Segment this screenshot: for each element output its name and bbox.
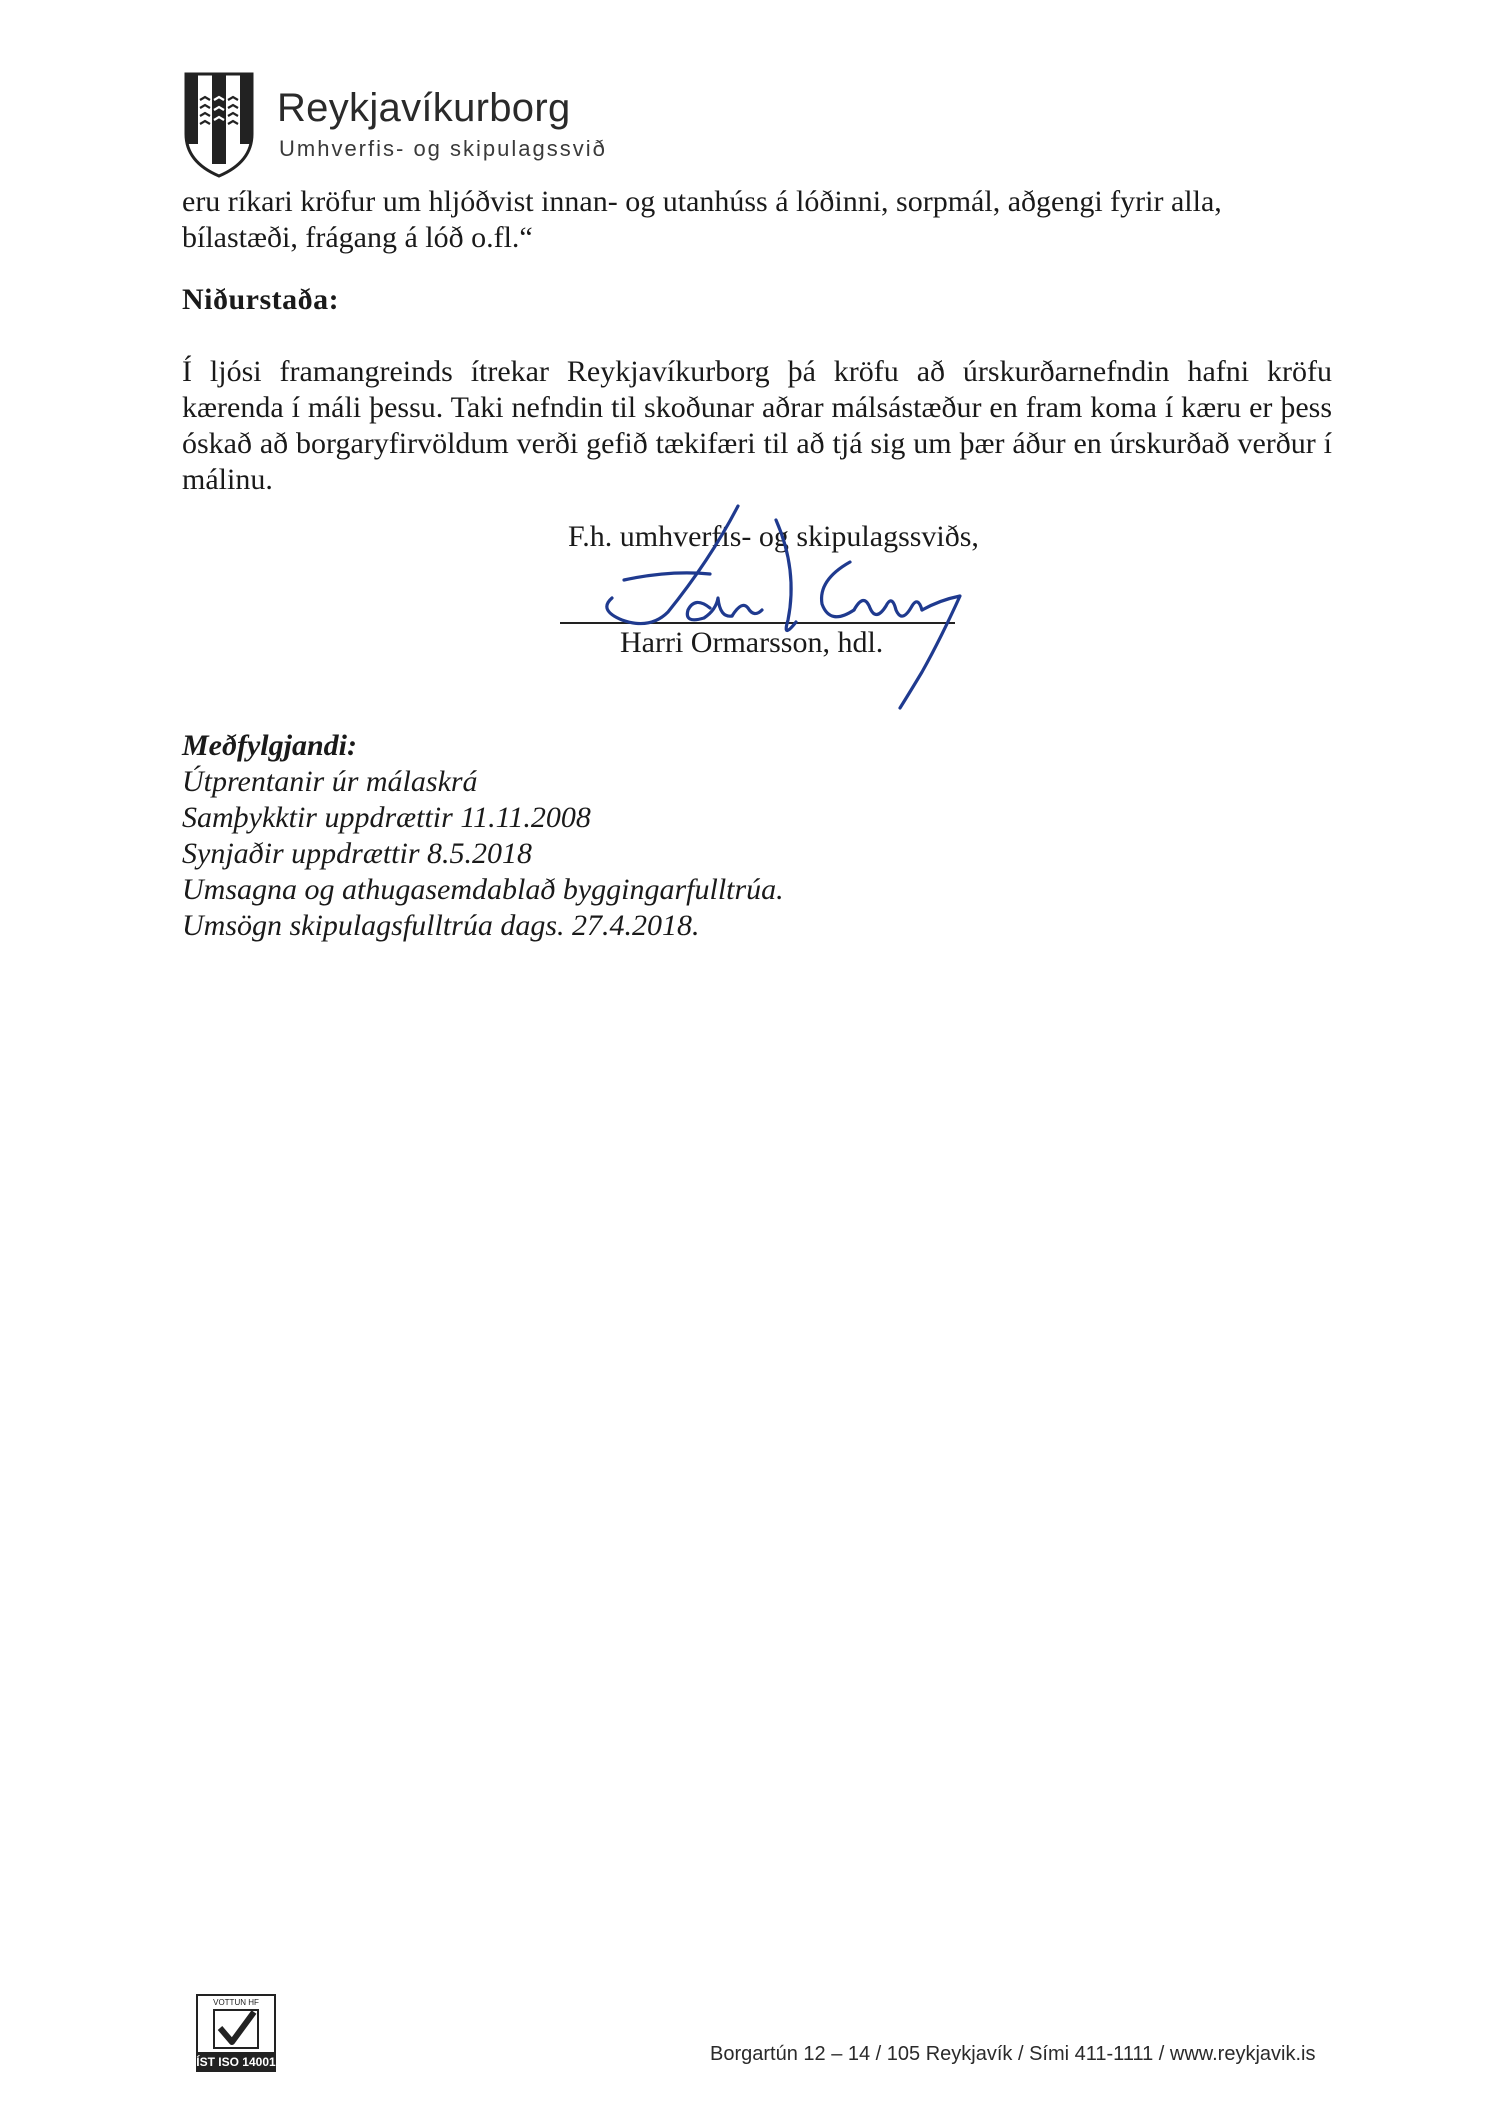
cert-top-label: VOTTUN HF [213,1998,259,2007]
conclusion-paragraph: Í ljósi framangreinds ítrekar Reykjavíkurborg þá kröfu að úrskurðarnefndin hafni kröfu kærenda í máli þessu. Taki nefndin til skoðunar aðrar málsástæður en fram koma í kæru er þess óskað að borgaryfirvöldum verði gefið tækifæri til að tjá sig um þær áður en úrskurðað verður í málinu. [182,355,1332,496]
cert-bottom-label: ÍST ISO 14001 [196,2055,276,2069]
reykjavik-crest-icon [182,70,256,180]
attachment-item: Umsagna og athugasemdablað byggingarfulltrúa. [182,873,784,906]
letterhead [182,70,782,188]
section-heading: Niðurstaða: [182,283,340,316]
attachment-item: Synjaðir uppdrættir 8.5.2018 [182,837,533,870]
attachments-section [182,728,784,944]
attachment-item: Útprentanir úr málaskrá [182,765,478,798]
footer-address: Borgartún 12 – 14 / 105 Reykjavík / Sími 411-1111 / www.reykjavik.is [710,2043,1316,2065]
signature-on-behalf: F.h. umhverfis- og skipulagssviðs, [568,520,979,553]
signature-line [560,622,955,624]
quote-continuation-line-2: bílastæði, frágang á lóð o.fl.“ [182,221,533,254]
attachments-title: Meðfylgjandi: [182,729,357,762]
signature-block [560,500,1080,720]
attachment-item: Samþykktir uppdrættir 11.11.2008 [182,801,591,834]
organization-name: Reykjavíkurborg [277,86,571,130]
quote-continuation-line-1: eru ríkari kröfur um hljóðvist innan- og utanhúss á lóðinni, sorpmál, aðgengi fyrir alla, [182,185,1222,218]
iso-certification-icon [196,1994,276,2072]
signatory-name: Harri Ormarsson, hdl. [620,626,884,659]
attachments-list [182,764,784,944]
attachment-item: Umsögn skipulagsfulltrúa dags. 27.4.2018. [182,909,700,942]
department-name: Umhverfis- og skipulagssvið [279,136,607,161]
letter-body [182,184,1332,498]
